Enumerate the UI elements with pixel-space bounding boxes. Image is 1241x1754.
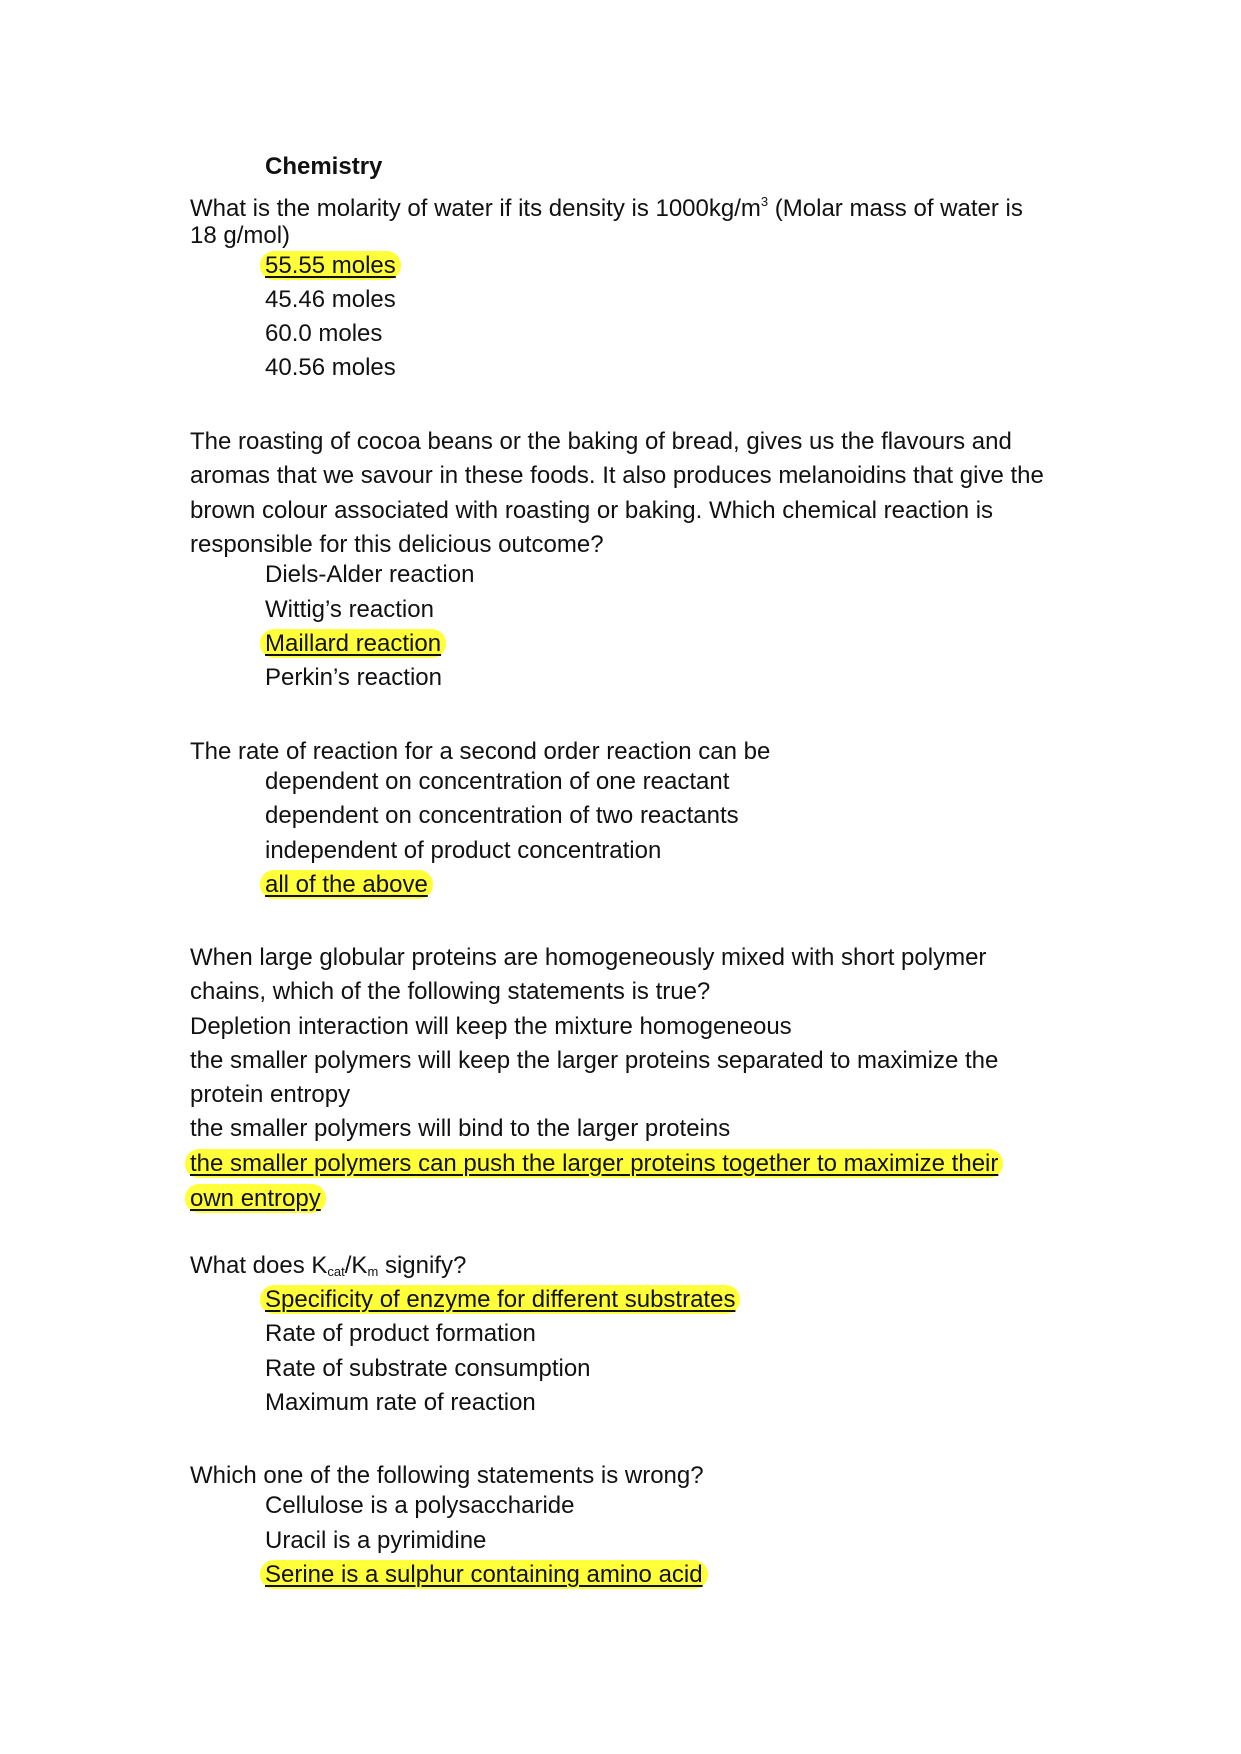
answer-highlight: 55.55 moles bbox=[260, 251, 401, 280]
question-4-option-line-5 bbox=[190, 1149, 1003, 1179]
question-6-option-3 bbox=[265, 1560, 708, 1590]
question-6-option-2: Uracil is a pyrimidine bbox=[265, 1527, 487, 1554]
question-1-text-a: What is the molarity of water if its density is 1000kg/m bbox=[190, 195, 761, 222]
answer-highlight: all of the above bbox=[260, 870, 433, 899]
question-1-line-2: 18 g/mol) bbox=[190, 222, 291, 249]
question-3-option-2: dependent on concentration of two reactants bbox=[265, 802, 739, 829]
question-3-option-4 bbox=[265, 870, 433, 900]
question-3-text: The rate of reaction for a second order reaction can be bbox=[190, 738, 771, 765]
question-4-line-1: When large globular proteins are homogeneously mixed with short polymer bbox=[190, 944, 987, 971]
question-1-option-4: 40.56 moles bbox=[265, 354, 396, 381]
question-1-line-1 bbox=[190, 187, 1023, 224]
question-1-text-b: (Molar mass of water is bbox=[768, 195, 1023, 222]
question-6-option-1: Cellulose is a polysaccharide bbox=[265, 1492, 575, 1519]
question-5-text-a: What does K bbox=[190, 1252, 328, 1279]
question-5-subscript-cat: cat bbox=[327, 1264, 345, 1279]
answer-highlight: the smaller polymers can push the larger proteins together to maximize their bbox=[185, 1149, 1003, 1178]
question-5-text-b: /K bbox=[344, 1252, 368, 1279]
question-4-option-line-6 bbox=[190, 1184, 326, 1214]
question-5-option-3: Rate of substrate consumption bbox=[265, 1355, 591, 1382]
question-2-line-4: responsible for this delicious outcome? bbox=[190, 531, 604, 558]
page-heading: Chemistry bbox=[265, 153, 383, 180]
question-6-text: Which one of the following statements is wrong? bbox=[190, 1462, 704, 1489]
question-5-option-4: Maximum rate of reaction bbox=[265, 1389, 536, 1416]
question-4-option-line-2: the smaller polymers will keep the larger proteins separated to maximize the bbox=[190, 1047, 999, 1074]
question-4-option-line-4: the smaller polymers will bind to the larger proteins bbox=[190, 1115, 731, 1142]
question-1-option-3: 60.0 moles bbox=[265, 320, 383, 347]
question-5-option-1 bbox=[265, 1285, 740, 1315]
question-4-option-line-1: Depletion interaction will keep the mixture homogeneous bbox=[190, 1013, 792, 1040]
question-3-option-3: independent of product concentration bbox=[265, 837, 662, 864]
question-2-option-4: Perkin’s reaction bbox=[265, 664, 442, 691]
answer-highlight: Maillard reaction bbox=[260, 629, 446, 658]
question-5-subscript-m: m bbox=[367, 1264, 379, 1279]
question-5-option-2: Rate of product formation bbox=[265, 1320, 536, 1347]
answer-highlight: Specificity of enzyme for different substrates bbox=[260, 1285, 740, 1314]
question-1-superscript: 3 bbox=[760, 194, 769, 209]
question-2-line-1: The roasting of cocoa beans or the baking of bread, gives us the flavours and bbox=[190, 428, 1012, 455]
question-2-option-2: Wittig’s reaction bbox=[265, 596, 434, 623]
answer-highlight: Serine is a sulphur containing amino acid bbox=[260, 1560, 708, 1589]
question-2-option-1: Diels-Alder reaction bbox=[265, 561, 475, 588]
question-2-option-3 bbox=[265, 629, 446, 659]
question-1-option-1 bbox=[265, 251, 401, 281]
question-5-text bbox=[190, 1251, 466, 1287]
question-4-option-line-3: protein entropy bbox=[190, 1081, 351, 1108]
question-5-text-c: signify? bbox=[378, 1252, 467, 1279]
question-3-option-1: dependent on concentration of one reactant bbox=[265, 768, 730, 795]
answer-highlight: own entropy bbox=[185, 1184, 326, 1213]
question-2-line-3: brown colour associated with roasting or baking. Which chemical reaction is bbox=[190, 497, 994, 524]
question-2-line-2: aromas that we savour in these foods. It also produces melanoidins that give the bbox=[190, 462, 1044, 489]
question-4-line-2: chains, which of the following statements is true? bbox=[190, 978, 711, 1005]
question-1-option-2: 45.46 moles bbox=[265, 286, 396, 313]
